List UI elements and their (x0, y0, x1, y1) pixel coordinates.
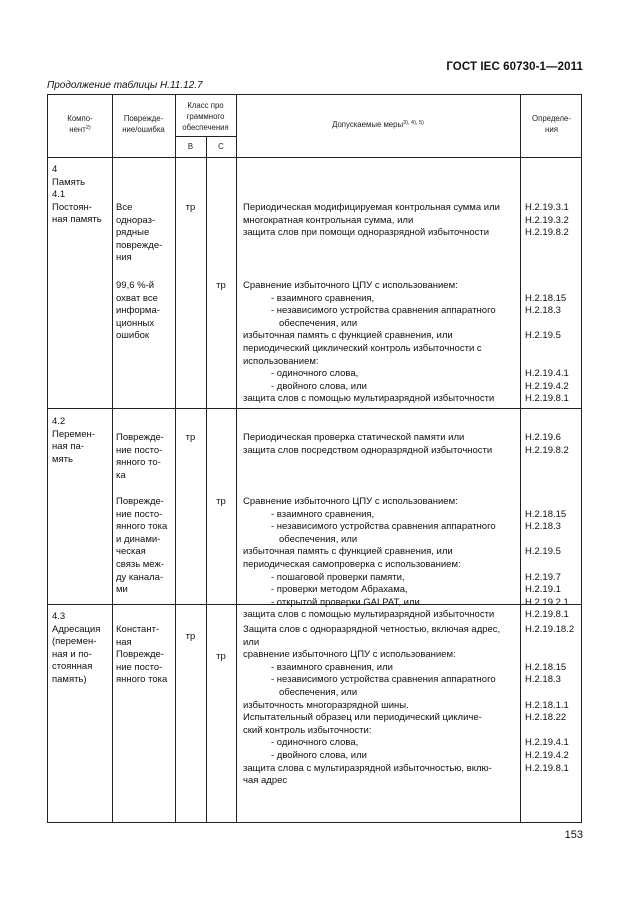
damage-4-2-a: Поврежде- ние посто- янного то- ка (116, 432, 164, 481)
defs-4-2-b: Н.2.18.15 Н.2.18.3 Н.2.19.5 Н.2.19.7 Н.2.19.1 Н.2.19.2.1 Н.2.19.8.1 (525, 508, 569, 621)
col-header-class-c: С (218, 142, 224, 151)
measures-4-3: Защита слов с одноразрядной четностью, включая адрес, или сравнение избыточного ЦПУ с использованием: - взаимного сравнения, или - независимого устройства сравнения аппаратного обеспечения, или избыточность многоразрядной шины. Испытательный образец или периодический цикличе- ский контроль избыточности: - одиночного слова, - двойного слова, или защита слова с мультиразрядной избыточностью, вклю- чая адрес (243, 624, 501, 787)
col-header-definitions: Определе- ния (532, 114, 571, 134)
class-c-4-1: тр (216, 280, 226, 291)
component-4-2: 4.2 Перемен- ная па- мять (52, 416, 95, 465)
col-header-software-class: Класс про граммного обеспечения (182, 101, 229, 132)
defs-4-1-b: Н.2.18.15 Н.2.18.3 Н.2.19.5 Н.2.19.4.1 Н.2.19.4.2 Н.2.19.8.1 (525, 292, 569, 405)
requirements-table (47, 94, 582, 823)
class-b-4-3: тр (185, 631, 196, 642)
col-header-measures: Допускаемые меры$^{3), 4), 5)}$ (332, 120, 424, 129)
defs-4-1-a: Н.2.19.3.1 Н.2.19.3.2 Н.2.19.8.2 (525, 202, 569, 239)
measures-4-2-a: Периодическая проверка статической памяти или защита слов посредством одноразрядной избыточности (243, 432, 493, 456)
page-number: 153 (564, 829, 583, 841)
component-4-1: 4 Память 4.1 Постоян- ная память (52, 164, 102, 226)
component-4-3: 4.3 Адресация (перемен- ная и по- стоянная память) (52, 611, 101, 685)
defs-4-2-a: Н.2.19.6 Н.2.19.8.2 (525, 432, 569, 456)
col-header-damage: Поврежде- ние/ошибка (122, 114, 165, 134)
damage-4-1-b: 99,6 %-й охват все информа- ционных ошибок (116, 280, 160, 342)
table-caption: Продолжение таблицы Н.11.12.7 (47, 80, 203, 91)
class-b-4-1: тр (185, 202, 196, 213)
damage-4-3: Констант- ная Поврежде- ние посто- янного тока (116, 624, 168, 686)
measures-4-1-b: Сравнение избыточного ЦПУ с использованием: - взаимного сравнения, - независимого устройства сравнения аппаратного обеспечения, или избыточная память с функцией сравнения, или периодический циклический контроль избыточности с использованием: - одиночного слова, - двойного слова, или защита слов с помощью мультиразрядной избыточности (243, 280, 496, 405)
defs-4-3: Н.2.19.18.2 Н.2.18.15 Н.2.18.3 Н.2.18.1.1 Н.2.18.22 Н.2.19.4.1 Н.2.19.4.2 Н.2.19.8.1 (525, 624, 575, 774)
damage-4-2-b: Поврежде- ние посто- янного тока и динами- ческая связь меж- ду канала- ми (116, 496, 168, 596)
class-b-4-2: тр (185, 432, 196, 443)
class-c-4-3: тр (216, 651, 226, 662)
col-header-component: Компо- нент$^{2)}$ (67, 114, 93, 134)
col-header-class-b: В (187, 142, 194, 151)
measures-4-1-a: Периодическая модифицируемая контрольная сумма или многократная контрольная сумма, или защита слов при помощи одноразрядной избыточности (243, 202, 500, 239)
measures-4-2-b: Сравнение избыточного ЦПУ с использованием: - взаимного сравнения, - независимого устройства сравнения аппаратного обеспечения, или избыточная память с функцией сравнения, или периодическая самопроверка с использованием: - пошаговой проверки памяти, - проверки методом Абрахама, - открытой проверки GALPAT, или защита слов с помощью мультиразрядной избыточности (243, 496, 496, 621)
document-header: ГОСТ IEC 60730-1—2011 (446, 61, 583, 73)
class-c-4-2: тр (216, 496, 226, 507)
damage-4-1-a: Все однораз- рядные поврежде- ния (116, 202, 163, 264)
